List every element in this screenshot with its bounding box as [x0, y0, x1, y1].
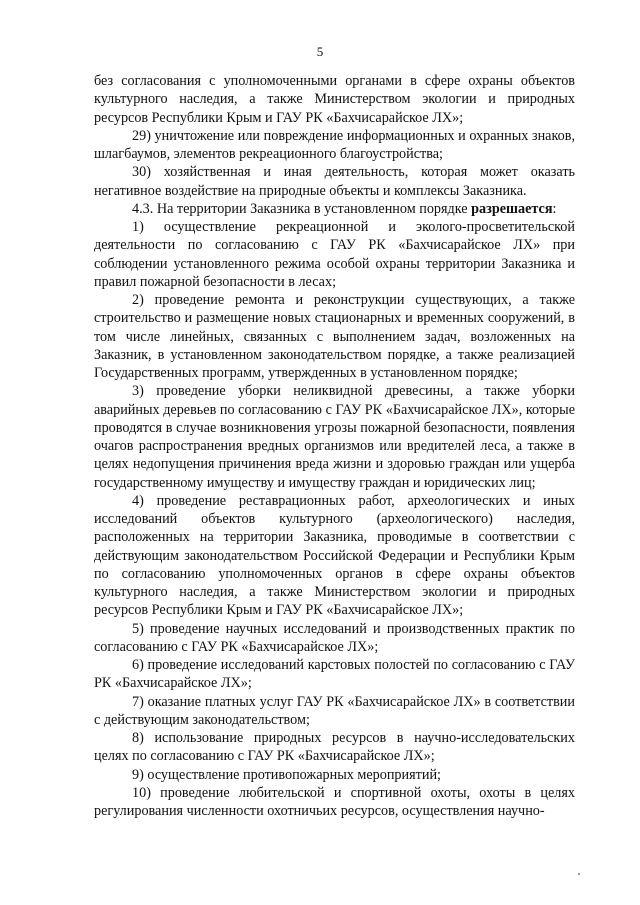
document-body — [94, 72, 575, 820]
allowed-item-8: 8) использование природных ресурсов в научно-исследовательских целях по согласованию с ГАУ РК «Бахчисарайское ЛХ»; — [94, 730, 575, 765]
allowed-item-1: 1) осуществление рекреационной и эколого-просветительской деятельности по согласованию с ГАУ РК «Бахчисарайское ЛХ» при соблюдении установленного режима особой охраны территории Заказника и правил пожарной безопасности в лесах; — [94, 219, 575, 290]
section-4-3-heading — [94, 200, 575, 218]
allowed-item-9: 9) осуществление противопожарных мероприятий; — [132, 766, 441, 783]
section-4-3-colon: : — [552, 200, 557, 217]
section-4-3-keyword: разрешается — [471, 200, 553, 217]
list-item-29: 29) уничтожение или повреждение информационных и охранных знаков, шлагбаумов, элементов рекреационного благоустройства; — [94, 127, 575, 162]
paragraph-continuation: без согласования с уполномоченными органами в сфере охраны объектов культурного наследия, а также Министерством экологии и природных ресурсов Республики Крым и ГАУ РК «Бахчисарайское ЛХ»; — [94, 73, 575, 126]
allowed-item-2: 2) проведение ремонта и реконструкции существующих, а также строительство и размещение новых стационарных и временных сооружений, в том числе линейных, связанных с выполнением задач, возложенных на Заказник, в установленном законодательством порядке, а также реализацией Государственных программ, утвержденных в установленном порядке; — [94, 292, 575, 381]
section-4-3-intro: 4.3. На территории Заказника в установленном порядке — [132, 200, 468, 217]
allowed-item-4: 4) проведение реставрационных работ, археологических и иных исследований объектов культурного (археологического) наследия, расположенных на территории Заказника, проводимые в соответствии с действующим законодательством Российской Федерации и Республики Крым по согласованию уполномоченных органов в сфере охраны объектов культурного наследия, а также Министерством экологии и природных ресурсов Республики Крым и ГАУ РК «Бахчисарайское ЛХ»; — [94, 492, 575, 619]
scan-speck — [578, 873, 580, 875]
list-item-30: 30) хозяйственная и иная деятельность, которая может оказать негативное воздействие на природные объекты и комплексы Заказника. — [94, 164, 575, 199]
allowed-item-5: 5) проведение научных исследований и производственных практик по согласованию с ГАУ РК «Бахчисарайское ЛХ»; — [94, 620, 575, 655]
allowed-item-10: 10) проведение любительской и спортивной охоты, охоты в целях регулирования численности охотничьих ресурсов, осуществления научно- — [94, 784, 575, 819]
page-number: 5 — [316, 44, 324, 59]
allowed-item-3: 3) проведение уборки неликвидной древесины, а также уборки аварийных деревьев по согласованию с ГАУ РК «Бахчисарайское ЛХ», которые проводятся в случае возникновения угрозы пожарной безопасности, появления очагов распространения вредных организмов или вредителей леса, а также в целях недопущения причинения вреда жизни и здоровью граждан или ущерба государственному имуществу и имуществу граждан и юридических лиц; — [94, 383, 575, 491]
allowed-item-6: 6) проведение исследований карстовых полостей по согласованию с ГАУ РК «Бахчисарайское ЛХ»; — [94, 657, 575, 692]
allowed-item-7: 7) оказание платных услуг ГАУ РК «Бахчисарайское ЛХ» в соответствии с действующим законодательством; — [94, 693, 575, 728]
